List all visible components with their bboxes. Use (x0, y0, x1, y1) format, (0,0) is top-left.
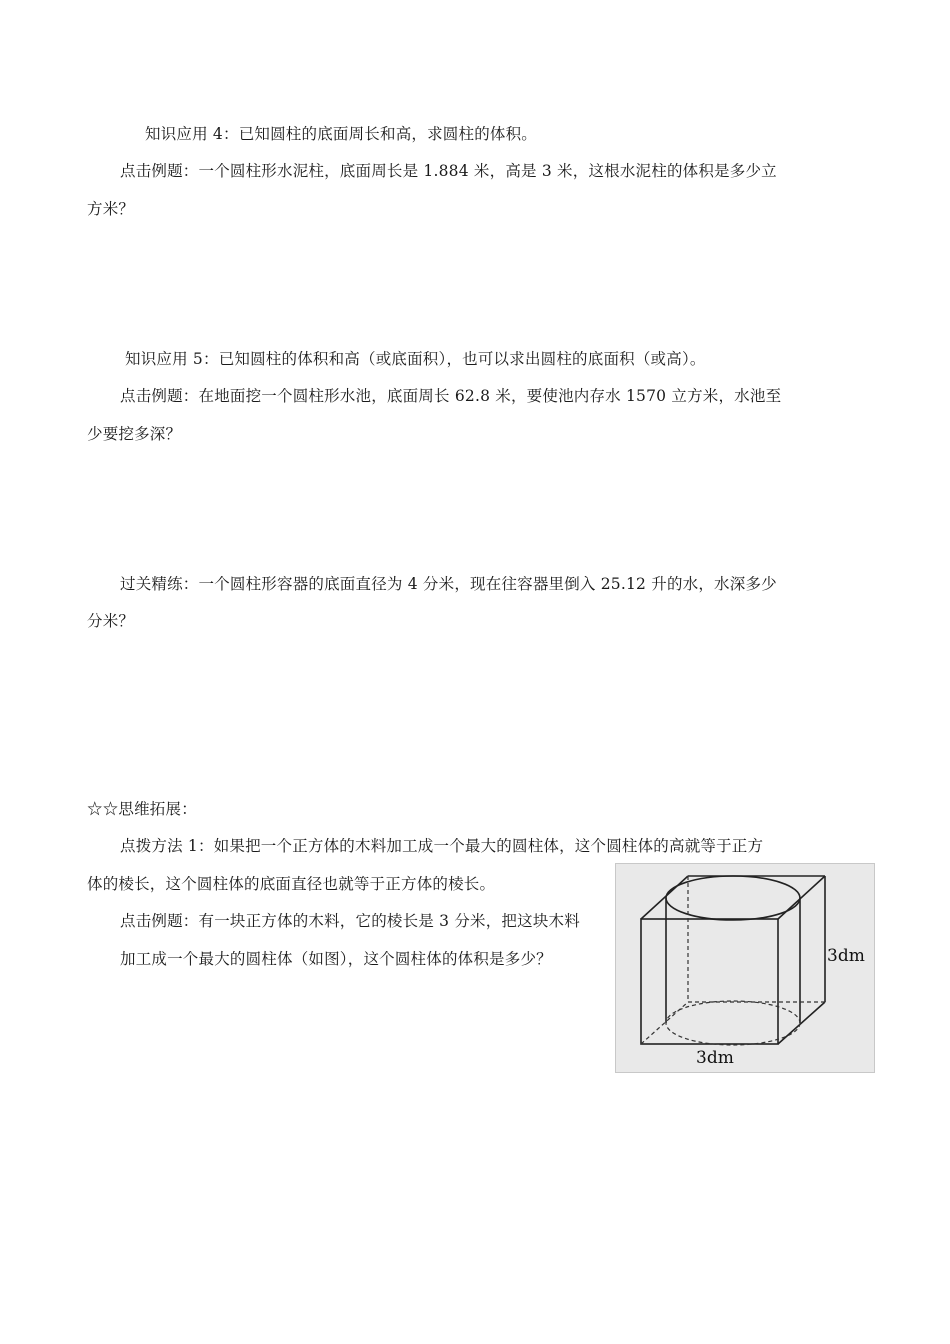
extension-example-line2: 加工成一个最大的圆柱体（如图），这个圆柱体的体积是多少？ (120, 950, 552, 968)
extension-method-line2: 体的棱长，这个圆柱体的底面直径也就等于正方体的棱长。 (87, 875, 496, 893)
cube-front-face (641, 919, 778, 1044)
cylinder-base-ellipse (666, 1001, 800, 1045)
height-dimension-label: 3dm (827, 946, 865, 966)
section4-example-line2: 方米？ (87, 200, 135, 218)
extension-title: ☆☆思维拓展： (87, 800, 197, 818)
cube-cylinder-drawing (616, 864, 874, 1072)
section5-example-line1: 点击例题：在地面挖一个圆柱形水池，底面周长 62.8 米，要使池内存水 1570 立方米，水池至 (120, 387, 782, 405)
cube-hidden-bottom-left-edge (641, 1002, 688, 1044)
cube-bottom-right-edge (778, 1002, 825, 1044)
width-dimension-label: 3dm (696, 1048, 734, 1068)
practice-line1: 过关精练：一个圆柱形容器的底面直径为 4 分米，现在往容器里倒入 25.12 升的水，水深多少 (120, 575, 777, 593)
section5-example-line2: 少要挖多深？ (87, 425, 182, 443)
section5-heading: 知识应用 5：已知圆柱的体积和高（或底面积），也可以求出圆柱的底面积（或高）。 (125, 350, 706, 368)
extension-method-line1: 点拨方法 1：如果把一个正方体的木料加工成一个最大的圆柱体，这个圆柱体的高就等于正方 (120, 837, 764, 855)
cylinder-top-ellipse (666, 876, 800, 920)
section4-heading: 知识应用 4：已知圆柱的底面周长和高，求圆柱的体积。 (145, 125, 537, 143)
cube-cylinder-figure (615, 863, 875, 1073)
section4-example-line1: 点击例题：一个圆柱形水泥柱，底面周长是 1.884 米，高是 3 米，这根水泥柱的体积是多少立 (120, 162, 777, 180)
extension-example-line1: 点击例题：有一块正方体的木料，它的棱长是 3 分米，把这块木料 (120, 912, 580, 930)
practice-line2: 分米？ (87, 612, 135, 630)
